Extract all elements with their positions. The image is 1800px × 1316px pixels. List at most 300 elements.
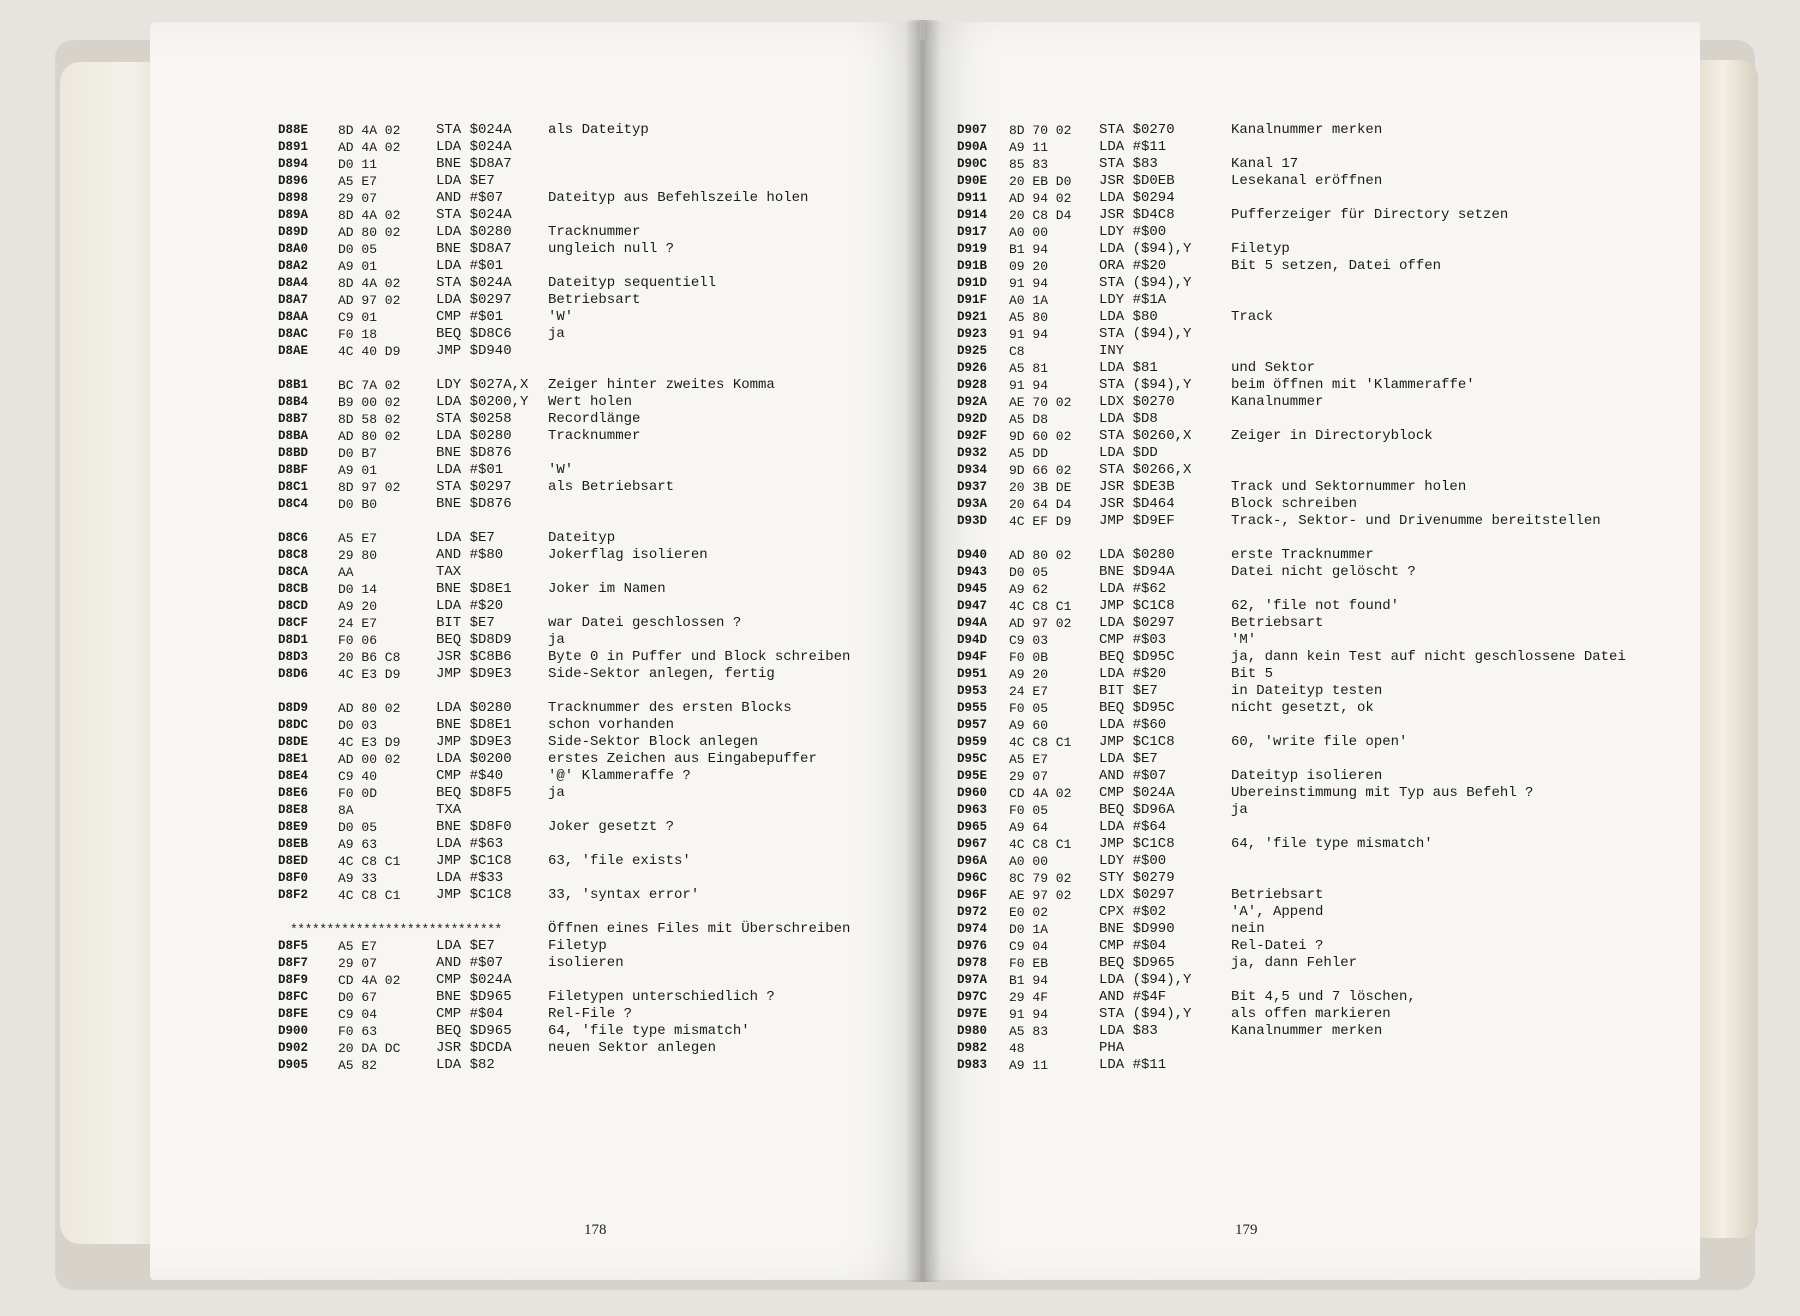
comment: Zeiger hinter zweites Komma xyxy=(548,377,775,393)
instruction: LDA ($94),Y xyxy=(1099,241,1192,257)
instruction: CPX #$02 xyxy=(1099,904,1167,920)
address: D8CA xyxy=(278,565,309,579)
instruction: JMP $C1C8 xyxy=(1099,598,1175,614)
comment: Tracknummer des ersten Blocks xyxy=(548,700,792,716)
instruction: BNE $D8F0 xyxy=(436,819,512,835)
instruction: LDA $0297 xyxy=(1099,615,1175,631)
address: D959 xyxy=(957,735,988,749)
address: D8BA xyxy=(278,429,309,443)
instruction: JSR $D464 xyxy=(1099,496,1175,512)
opcode-bytes: AE 97 02 xyxy=(1009,888,1072,903)
opcode-bytes: 8D 4A 02 xyxy=(338,208,401,223)
opcode-bytes: 20 64 D4 xyxy=(1009,497,1072,512)
address: D8E4 xyxy=(278,769,309,783)
opcode-bytes: 4C C8 C1 xyxy=(1009,599,1072,614)
instruction: AND #$4F xyxy=(1099,989,1167,1005)
opcode-bytes: F0 63 xyxy=(338,1024,378,1039)
instruction: STY $0279 xyxy=(1099,870,1175,886)
instruction: JMP $C1C8 xyxy=(1099,836,1175,852)
instruction: PHA xyxy=(1099,1040,1125,1056)
instruction: BNE $D8A7 xyxy=(436,241,512,257)
opcode-bytes: AE 70 02 xyxy=(1009,395,1072,410)
address: D95C xyxy=(957,752,988,766)
comment: Dateityp isolieren xyxy=(1231,768,1383,784)
address: D94D xyxy=(957,633,988,647)
comment: Bit 4,5 und 7 löschen, xyxy=(1231,989,1416,1005)
address: D8E9 xyxy=(278,820,309,834)
opcode-bytes: 29 4F xyxy=(1009,990,1049,1005)
comment: Kanal 17 xyxy=(1231,156,1299,172)
opcode-bytes: 8D 4A 02 xyxy=(338,123,401,138)
opcode-bytes: 8D 58 02 xyxy=(338,412,401,427)
opcode-bytes: 20 C8 D4 xyxy=(1009,208,1072,223)
comment: Track und Sektornummer holen xyxy=(1231,479,1467,495)
address: D898 xyxy=(278,191,309,205)
address: D93D xyxy=(957,514,988,528)
instruction: LDY $027A,X xyxy=(436,377,529,393)
address: D8CD xyxy=(278,599,309,613)
address: D978 xyxy=(957,956,988,970)
address: D8F2 xyxy=(278,888,309,902)
address: D896 xyxy=(278,174,309,188)
address: D955 xyxy=(957,701,988,715)
instruction: JSR $D4C8 xyxy=(1099,207,1175,223)
instruction: JSR $C8B6 xyxy=(436,649,512,665)
instruction: LDA $024A xyxy=(436,139,512,155)
comment: 'M' xyxy=(1231,632,1257,648)
address: D93A xyxy=(957,497,988,511)
opcode-bytes: 48 xyxy=(1009,1041,1025,1056)
opcode-bytes: AD 80 02 xyxy=(338,701,401,716)
comment: isolieren xyxy=(548,955,624,971)
comment: Kanalnummer xyxy=(1231,394,1324,410)
instruction: JMP $D9E3 xyxy=(436,666,512,682)
opcode-bytes: E0 02 xyxy=(1009,905,1049,920)
address: D967 xyxy=(957,837,988,851)
opcode-bytes: C9 04 xyxy=(1009,939,1049,954)
address: D8E6 xyxy=(278,786,309,800)
comment: schon vorhanden xyxy=(548,717,675,733)
opcode-bytes: A9 63 xyxy=(338,837,378,852)
instruction: LDA $E7 xyxy=(1099,751,1158,767)
address: D972 xyxy=(957,905,988,919)
comment: 64, 'file type mismatch' xyxy=(548,1023,750,1039)
opcode-bytes: A5 E7 xyxy=(1009,752,1049,767)
comment: Betriebsart xyxy=(548,292,641,308)
address: D91D xyxy=(957,276,988,290)
address: D953 xyxy=(957,684,988,698)
instruction: AND #$07 xyxy=(436,190,504,206)
instruction: STA $0270 xyxy=(1099,122,1175,138)
opcode-bytes: A9 62 xyxy=(1009,582,1049,597)
instruction: STA ($94),Y xyxy=(1099,275,1192,291)
comment: 33, 'syntax error' xyxy=(548,887,700,903)
comment: Bit 5 setzen, Datei offen xyxy=(1231,258,1442,274)
comment: Ubereinstimmung mit Typ aus Befehl ? xyxy=(1231,785,1534,801)
instruction: LDA #$11 xyxy=(1099,139,1167,155)
instruction: BNE $D94A xyxy=(1099,564,1175,580)
opcode-bytes: 20 EB D0 xyxy=(1009,174,1072,189)
comment: als Betriebsart xyxy=(548,479,675,495)
opcode-bytes: 20 DA DC xyxy=(338,1041,401,1056)
opcode-bytes: A9 01 xyxy=(338,259,378,274)
opcode-bytes: A5 E7 xyxy=(338,531,378,546)
address: D907 xyxy=(957,123,988,137)
address: D891 xyxy=(278,140,309,154)
instruction: BIT $E7 xyxy=(1099,683,1158,699)
instruction: LDA $0280 xyxy=(436,700,512,716)
opcode-bytes: A0 00 xyxy=(1009,225,1049,240)
left-page-number: 178 xyxy=(584,1222,607,1238)
instruction: STA $0297 xyxy=(436,479,512,495)
comment: Joker im Namen xyxy=(548,581,666,597)
instruction: LDA $81 xyxy=(1099,360,1158,376)
opcode-bytes: B1 94 xyxy=(1009,973,1049,988)
instruction: BNE $D8A7 xyxy=(436,156,512,172)
address: D8A7 xyxy=(278,293,309,307)
instruction: BEQ $D965 xyxy=(436,1023,512,1039)
address: D943 xyxy=(957,565,988,579)
instruction: JSR $DE3B xyxy=(1099,479,1175,495)
address: D911 xyxy=(957,191,988,205)
opcode-bytes: D0 05 xyxy=(338,820,378,835)
opcode-bytes: 8D 70 02 xyxy=(1009,123,1072,138)
address: D96F xyxy=(957,888,988,902)
comment: 'W' xyxy=(548,309,574,325)
opcode-bytes: A5 E7 xyxy=(338,174,378,189)
instruction: BNE $D990 xyxy=(1099,921,1175,937)
comment: ja xyxy=(1231,802,1248,818)
instruction: LDA #$20 xyxy=(1099,666,1167,682)
address: D94A xyxy=(957,616,988,630)
instruction: LDA $0280 xyxy=(436,224,512,240)
comment: und Sektor xyxy=(1231,360,1316,376)
opcode-bytes: A5 81 xyxy=(1009,361,1049,376)
opcode-bytes: A5 82 xyxy=(338,1058,378,1073)
comment: ungleich null ? xyxy=(548,241,675,257)
comment: Wert holen xyxy=(548,394,633,410)
address: D95E xyxy=(957,769,988,783)
opcode-bytes: 24 E7 xyxy=(1009,684,1049,699)
instruction: JMP $C1C8 xyxy=(436,887,512,903)
address: D8C1 xyxy=(278,480,309,494)
address: D982 xyxy=(957,1041,988,1055)
opcode-bytes: A9 11 xyxy=(1009,140,1049,155)
address: D900 xyxy=(278,1024,309,1038)
comment: ja, dann kein Test auf nicht geschlossene Datei xyxy=(1231,649,1626,665)
instruction: LDA #$62 xyxy=(1099,581,1167,597)
comment: Recordlänge xyxy=(548,411,641,427)
comment: Track-, Sektor- und Drivenumme bereitstellen xyxy=(1231,513,1601,529)
instruction: CMP $024A xyxy=(436,972,512,988)
comment: 'A', Append xyxy=(1231,904,1324,920)
address: D88E xyxy=(278,123,309,137)
opcode-bytes: AA xyxy=(338,565,354,580)
opcode-bytes: 20 3B DE xyxy=(1009,480,1072,495)
opcode-bytes: F0 05 xyxy=(1009,803,1049,818)
address: D925 xyxy=(957,344,988,358)
instruction: JSR $DCDA xyxy=(436,1040,512,1056)
opcode-bytes: 85 83 xyxy=(1009,157,1049,172)
instruction: TAX xyxy=(436,564,462,580)
instruction: CMP #$04 xyxy=(1099,938,1167,954)
address: D8AA xyxy=(278,310,309,324)
opcode-bytes: D0 1A xyxy=(1009,922,1049,937)
address: D90E xyxy=(957,174,988,188)
address: D8E1 xyxy=(278,752,309,766)
opcode-bytes: 4C C8 C1 xyxy=(338,888,401,903)
address: D8AE xyxy=(278,344,309,358)
instruction: BEQ $D965 xyxy=(1099,955,1175,971)
address: D89A xyxy=(278,208,309,222)
address: D926 xyxy=(957,361,988,375)
instruction: LDA $0200,Y xyxy=(436,394,529,410)
instruction: LDA $0280 xyxy=(1099,547,1175,563)
opcode-bytes: C9 03 xyxy=(1009,633,1049,648)
comment: Zeiger in Directoryblock xyxy=(1231,428,1433,444)
address: D8FC xyxy=(278,990,309,1004)
comment: Dateityp sequentiell xyxy=(548,275,717,291)
address: D8B4 xyxy=(278,395,309,409)
opcode-bytes: D0 67 xyxy=(338,990,378,1005)
opcode-bytes: F0 0D xyxy=(338,786,378,801)
address: D934 xyxy=(957,463,988,477)
comment: ja, dann Fehler xyxy=(1231,955,1358,971)
opcode-bytes: 8D 4A 02 xyxy=(338,276,401,291)
comment: Kanalnummer merken xyxy=(1231,1023,1383,1039)
instruction: LDA $E7 xyxy=(436,173,495,189)
address: D8B7 xyxy=(278,412,309,426)
instruction: LDA #$60 xyxy=(1099,717,1167,733)
address: D8A4 xyxy=(278,276,309,290)
opcode-bytes: 91 94 xyxy=(1009,378,1049,393)
address: D965 xyxy=(957,820,988,834)
opcode-bytes: C9 40 xyxy=(338,769,378,784)
instruction: STA ($94),Y xyxy=(1099,1006,1192,1022)
opcode-bytes: 29 07 xyxy=(338,956,378,971)
opcode-bytes: 8A xyxy=(338,803,354,818)
instruction: STA $83 xyxy=(1099,156,1158,172)
address: D92A xyxy=(957,395,988,409)
comment: Pufferzeiger für Directory setzen xyxy=(1231,207,1509,223)
instruction: STA $024A xyxy=(436,122,512,138)
opcode-bytes: D0 05 xyxy=(338,242,378,257)
comment: Betriebsart xyxy=(1231,887,1324,903)
instruction: LDA #$63 xyxy=(436,836,504,852)
opcode-bytes: F0 18 xyxy=(338,327,378,342)
address: D97E xyxy=(957,1007,988,1021)
page-stack-right xyxy=(1700,60,1758,1238)
comment: ja xyxy=(548,632,565,648)
address: D8ED xyxy=(278,854,309,868)
comment: war Datei geschlossen ? xyxy=(548,615,742,631)
address: D8C8 xyxy=(278,548,309,562)
comment: ja xyxy=(548,326,565,342)
address: D8DC xyxy=(278,718,309,732)
instruction: BEQ $D95C xyxy=(1099,700,1175,716)
comment: 60, 'write file open' xyxy=(1231,734,1408,750)
address: D89D xyxy=(278,225,309,239)
address: D951 xyxy=(957,667,988,681)
instruction: LDA $0200 xyxy=(436,751,512,767)
instruction: LDA $E7 xyxy=(436,938,495,954)
opcode-bytes: F0 06 xyxy=(338,633,378,648)
instruction: LDA $D8 xyxy=(1099,411,1158,427)
opcode-bytes: A9 60 xyxy=(1009,718,1049,733)
opcode-bytes: 09 20 xyxy=(1009,259,1049,274)
opcode-bytes: A9 33 xyxy=(338,871,378,886)
comment: nicht gesetzt, ok xyxy=(1231,700,1374,716)
comment: Filetyp xyxy=(548,938,607,954)
address: D976 xyxy=(957,939,988,953)
instruction: LDY #$1A xyxy=(1099,292,1167,308)
address: D917 xyxy=(957,225,988,239)
opcode-bytes: D0 11 xyxy=(338,157,378,172)
instruction: STA ($94),Y xyxy=(1099,377,1192,393)
address: D8F0 xyxy=(278,871,309,885)
instruction: LDY #$00 xyxy=(1099,224,1167,240)
address: D91B xyxy=(957,259,988,273)
comment: erstes Zeichen aus Eingabepuffer xyxy=(548,751,817,767)
instruction: ORA #$20 xyxy=(1099,258,1167,274)
comment: 62, 'file not found' xyxy=(1231,598,1400,614)
instruction: JMP $C1C8 xyxy=(436,853,512,869)
instruction: CMP #$04 xyxy=(436,1006,504,1022)
instruction: LDA #$64 xyxy=(1099,819,1167,835)
instruction: LDA $0294 xyxy=(1099,190,1175,206)
opcode-bytes: A5 E7 xyxy=(338,939,378,954)
comment: Byte 0 in Puffer und Block schreiben xyxy=(548,649,851,665)
opcode-bytes: 24 E7 xyxy=(338,616,378,631)
opcode-bytes: 4C E3 D9 xyxy=(338,735,401,750)
comment: als offen markieren xyxy=(1231,1006,1391,1022)
instruction: CMP #$03 xyxy=(1099,632,1167,648)
opcode-bytes: 91 94 xyxy=(1009,1007,1049,1022)
address: D8C4 xyxy=(278,497,309,511)
opcode-bytes: A5 DD xyxy=(1009,446,1049,461)
address: D92D xyxy=(957,412,988,426)
instruction: LDA #$01 xyxy=(436,258,504,274)
opcode-bytes: 4C C8 C1 xyxy=(1009,735,1072,750)
address: D8A0 xyxy=(278,242,309,256)
instruction: LDA $E7 xyxy=(436,530,495,546)
address: D8C6 xyxy=(278,531,309,545)
address: D960 xyxy=(957,786,988,800)
instruction: BEQ $D8C6 xyxy=(436,326,512,342)
address: D957 xyxy=(957,718,988,732)
instruction: TXA xyxy=(436,802,462,818)
instruction: LDA #$33 xyxy=(436,870,504,886)
instruction: LDX $0270 xyxy=(1099,394,1175,410)
address: D921 xyxy=(957,310,988,324)
address: D8B1 xyxy=(278,378,309,392)
opcode-bytes: A9 20 xyxy=(338,599,378,614)
opcode-bytes: F0 05 xyxy=(1009,701,1049,716)
instruction: STA ($94),Y xyxy=(1099,326,1192,342)
opcode-bytes: 91 94 xyxy=(1009,276,1049,291)
address: D937 xyxy=(957,480,988,494)
address: D91F xyxy=(957,293,988,307)
address: D90A xyxy=(957,140,988,154)
address: D8BF xyxy=(278,463,309,477)
address: D97C xyxy=(957,990,988,1004)
comment: in Dateityp testen xyxy=(1231,683,1383,699)
address: D8A2 xyxy=(278,259,309,273)
comment: Rel-File ? xyxy=(548,1006,633,1022)
instruction: JSR $D0EB xyxy=(1099,173,1175,189)
opcode-bytes: 29 07 xyxy=(338,191,378,206)
instruction: STA $0258 xyxy=(436,411,512,427)
address: D8EB xyxy=(278,837,309,851)
comment: Filetypen unterschiedlich ? xyxy=(548,989,775,1005)
comment: Filetyp xyxy=(1231,241,1290,257)
opcode-bytes: CD 4A 02 xyxy=(1009,786,1072,801)
comment: Tracknummer xyxy=(548,428,641,444)
opcode-bytes: B9 00 02 xyxy=(338,395,401,410)
opcode-bytes: CD 4A 02 xyxy=(338,973,401,988)
opcode-bytes: 4C E3 D9 xyxy=(338,667,401,682)
right-page xyxy=(925,22,1700,1280)
opcode-bytes: 20 B6 C8 xyxy=(338,650,401,665)
address: D8F7 xyxy=(278,956,309,970)
instruction: JMP $D940 xyxy=(436,343,512,359)
instruction: STA $024A xyxy=(436,275,512,291)
comment: Rel-Datei ? xyxy=(1231,938,1324,954)
address: D940 xyxy=(957,548,988,562)
comment: neuen Sektor anlegen xyxy=(548,1040,717,1056)
address: D92F xyxy=(957,429,988,443)
opcode-bytes: 4C 40 D9 xyxy=(338,344,401,359)
opcode-bytes: 8C 79 02 xyxy=(1009,871,1072,886)
opcode-bytes: B1 94 xyxy=(1009,242,1049,257)
address: D8CB xyxy=(278,582,309,596)
opcode-bytes: AD 80 02 xyxy=(338,225,401,240)
instruction: AND #$80 xyxy=(436,547,504,563)
comment: 64, 'file type mismatch' xyxy=(1231,836,1433,852)
opcode-bytes: A0 1A xyxy=(1009,293,1049,308)
opcode-bytes: 9D 66 02 xyxy=(1009,463,1072,478)
address: D928 xyxy=(957,378,988,392)
address: D8CF xyxy=(278,616,309,630)
address: D8BD xyxy=(278,446,309,460)
opcode-bytes: AD 94 02 xyxy=(1009,191,1072,206)
opcode-bytes: C8 xyxy=(1009,344,1025,359)
instruction: LDA $80 xyxy=(1099,309,1158,325)
address: D8F5 xyxy=(278,939,309,953)
opcode-bytes: 8D 97 02 xyxy=(338,480,401,495)
instruction: BNE $D8E1 xyxy=(436,717,512,733)
address: D94F xyxy=(957,650,988,664)
opcode-bytes: 4C C8 C1 xyxy=(338,854,401,869)
instruction: LDA $83 xyxy=(1099,1023,1158,1039)
comment: Bit 5 xyxy=(1231,666,1274,682)
address: D97A xyxy=(957,973,988,987)
address: D8E8 xyxy=(278,803,309,817)
address: D90C xyxy=(957,157,988,171)
section-separator: ***************************** xyxy=(290,922,502,937)
opcode-bytes: AD 80 02 xyxy=(338,429,401,444)
opcode-bytes: F0 0B xyxy=(1009,650,1049,665)
opcode-bytes: BC 7A 02 xyxy=(338,378,401,393)
instruction: CMP $024A xyxy=(1099,785,1175,801)
opcode-bytes: A9 01 xyxy=(338,463,378,478)
comment: Side-Sektor Block anlegen xyxy=(548,734,759,750)
instruction: STA $024A xyxy=(436,207,512,223)
left-page xyxy=(150,22,920,1280)
opcode-bytes: A0 00 xyxy=(1009,854,1049,869)
comment: Kanalnummer merken xyxy=(1231,122,1383,138)
opcode-bytes: F0 EB xyxy=(1009,956,1049,971)
